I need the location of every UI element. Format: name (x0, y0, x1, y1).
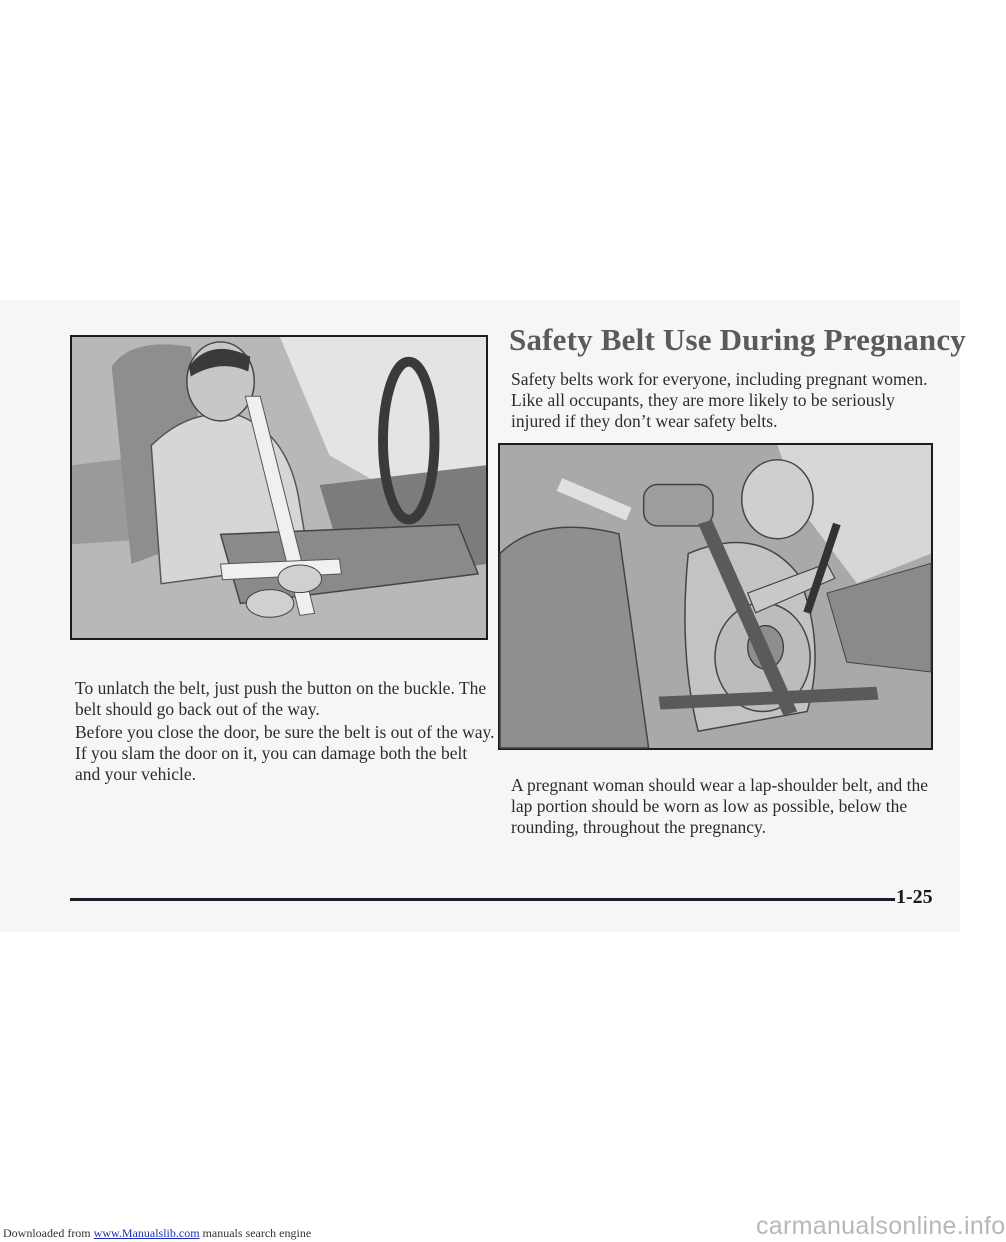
manualslib-link[interactable]: www.Manualslib.com (93, 1226, 200, 1240)
lap-belt-paragraph: A pregnant woman should wear a lap-shoulder belt, and the lap portion should be worn as low as possible, below the rounding, throughout the pregnancy. (511, 775, 928, 837)
watermark: carmanualsonline.info (756, 1212, 1006, 1240)
pregnancy-intro-paragraph: Safety belts work for everyone, including pregnant women. Like all occupants, they are more likely to be seriously injured if they don’t wear safety belts. (511, 369, 928, 431)
download-prefix: Downloaded from (3, 1226, 94, 1240)
unlatch-paragraph: To unlatch the belt, just push the button on the buckle. The belt should go back out of the way. (75, 678, 487, 719)
download-suffix: manuals search engine (199, 1226, 312, 1240)
section-heading: Safety Belt Use During Pregnancy (509, 322, 967, 357)
footer-rule (70, 898, 895, 901)
download-credit (3, 1226, 311, 1241)
page-number: 1-25 (896, 886, 933, 908)
close-door-paragraph: Before you close the door, be sure the belt is out of the way. If you slam the door on it, you can damage both the belt and your vehicle. (75, 722, 495, 784)
pregnant-woman-belt-illustration (498, 443, 933, 750)
man-unlatching-belt-illustration (70, 335, 488, 640)
